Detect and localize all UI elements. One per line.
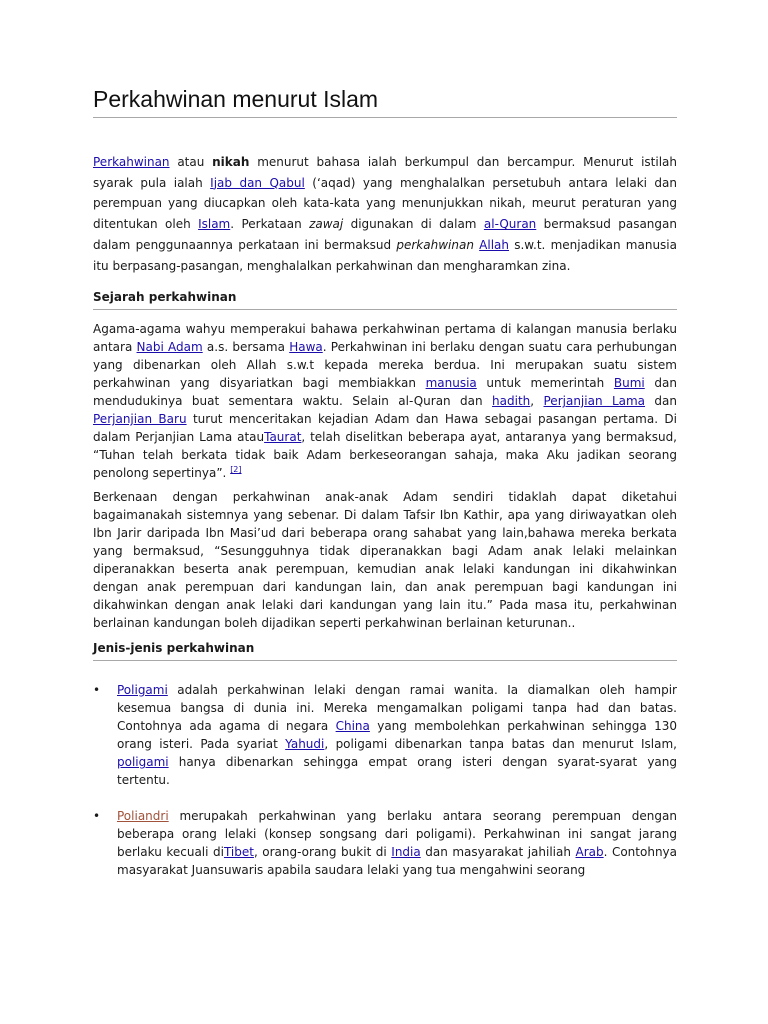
link-al-quran[interactable]: al-Quran	[483, 217, 537, 232]
reference-link-2[interactable]: [2]	[230, 465, 242, 475]
link-allah[interactable]: Allah	[479, 237, 510, 252]
link-perkahwinan[interactable]: Perkahwinan	[93, 155, 170, 169]
link-india[interactable]: India	[391, 845, 421, 860]
list-item-poligami: • Poligami adalah perkahwinan lelaki dengan ramai wanita. Ia diamalkan oleh hampir kesemua bangsa di dunia ini. Mereka mengamalkan poligami tanpa had dan batas. Contohnya ada agama di negara China yang membolehkan perkahwinan sehingga 130 orang isteri. Pada syariat Yahudi, poligami dibenarkan tanpa batas dan menurut Islam, poligami hanya dibenarkan sehingga empat orang isteri dengan syarat-syarat yang tertentu.	[93, 683, 677, 788]
document-page	[93, 86, 677, 879]
link-nabi-adam[interactable]: Nabi Adam	[136, 340, 203, 355]
bullet-icon: •	[93, 683, 101, 698]
link-taurat[interactable]: Taurat	[264, 430, 302, 445]
link-china[interactable]: China	[335, 719, 370, 734]
list-item-poliandri: • Poliandri merupakah perkahwinan yang berlaku antara seorang perempuan dengan beberapa orang lelaki (konsep songsang dari poligami). Perkahwinan ini sangat jarang berlaku kecuali diTibet, orang-orang bukit di India dan masyarakat jahiliah Arab. Contohnya masyarakat Juansuwaris apabila saudara lelaki yang tua mengahwini seorang	[93, 809, 678, 878]
link-bumi[interactable]: Bumi	[613, 376, 645, 391]
section-heading-sejarah: Sejarah perkahwinan	[93, 290, 677, 310]
link-arab[interactable]: Arab	[575, 845, 604, 860]
bold-nikah: nikah	[212, 155, 250, 169]
italic-perkahwinan: perkahwinan	[396, 237, 474, 252]
link-perjanjian-lama[interactable]: Perjanjian Lama	[543, 394, 646, 409]
link-tibet[interactable]: Tibet	[223, 845, 254, 860]
link-yahudi[interactable]: Yahudi	[285, 737, 325, 752]
section-heading-jenis: Jenis-jenis perkahwinan	[93, 641, 677, 661]
link-poligami-2[interactable]: poligami	[117, 755, 169, 770]
link-poliandri[interactable]: Poliandri	[117, 809, 169, 824]
link-hadith[interactable]: hadith	[492, 394, 531, 409]
link-hawa[interactable]: Hawa	[289, 340, 323, 355]
link-ijab-dan-qabul[interactable]: Ijab dan Qabul	[210, 175, 305, 190]
sejarah-paragraph-1: Agama-agama wahyu memperakui bahawa perkahwinan pertama di kalangan manusia berlaku antara Nabi Adam a.s. bersama Hawa. Perkahwinan ini berlaku dengan suatu cara perhubungan yang dibenarkan oleh Allah s.w.t kepada mereka berdua. Ini merupakan suatu sistem perkahwinan yang disyariatkan bagi membiakkan manusia untuk memerintah Bumi dan mendudukinya buat sementara waktu. Selain al-Quran dan hadith, Perjanjian Lama dan Perjanjian Baru turut menceritakan kejadian Adam dan Hawa sebagai pasangan pertama. Di dalam Perjanjian Lama atauTaurat, telah diselitkan beberapa ayat, antaranya yang bermaksud, “Tuhan telah berkata tidak baik Adam berkeseorangan sahaja, maka Aku jadikan seorang penolong sepertinya”. [2]	[93, 322, 678, 481]
intro-paragraph: Perkahwinan atau nikah menurut bahasa ialah berkumpul dan bercampur. Menurut istilah syarak pula ialah Ijab dan Qabul (‘aqad) yang menghalalkan persetubuh antara lelaki dan perempuan yang diucapkan oleh kata-kata yang menunjukkan nikah, meurut peraturan yang ditentukan oleh Islam. Perkataan zawaj digunakan di dalam al-Quran bermaksud pasangan dalam penggunaannya perkataan ini bermaksud perkahwinan Allah s.w.t. menjadikan manusia itu berpasang-pasangan, menghalalkan perkahwinan dan mengharamkan zina.	[93, 155, 678, 273]
page-title: Perkahwinan menurut Islam	[93, 86, 677, 118]
jenis-list	[93, 681, 677, 879]
link-islam[interactable]: Islam	[198, 217, 231, 232]
bullet-icon: •	[93, 809, 101, 824]
italic-zawaj: zawaj	[309, 217, 344, 232]
sejarah-paragraph-2: Berkenaan dengan perkahwinan anak-anak Adam sendiri tidaklah dapat diketahui bagaimanakah sistemnya yang sebenar. Di dalam Tafsir Ibn Kathir, apa yang diriwayatkan oleh Ibn Jarir daripada Ibn Masi’ud dari beberapa orang sahabat yang lain,bahawa mereka berkata yang bermaksud, “Sesungguhnya tidak diperanakkan bagi Adam anak lelaki melainkan diperanakkan beserta anak perempuan, kemudian anak lelaki kandungan ini dikahwinkan dengan anak perempuan dari kandungan lain, dan anak perempuan bagi kandungan ini dikahwinkan dengan anak lelaki dari kandungan yang lain itu.” Pada masa itu, perkahwinan berlainan kandungan boleh dijadikan seperti perkahwinan berlainan keturunan..	[93, 490, 677, 631]
link-perjanjian-baru[interactable]: Perjanjian Baru	[93, 412, 187, 427]
link-manusia[interactable]: manusia	[425, 376, 477, 391]
link-poligami[interactable]: Poligami	[117, 683, 168, 698]
